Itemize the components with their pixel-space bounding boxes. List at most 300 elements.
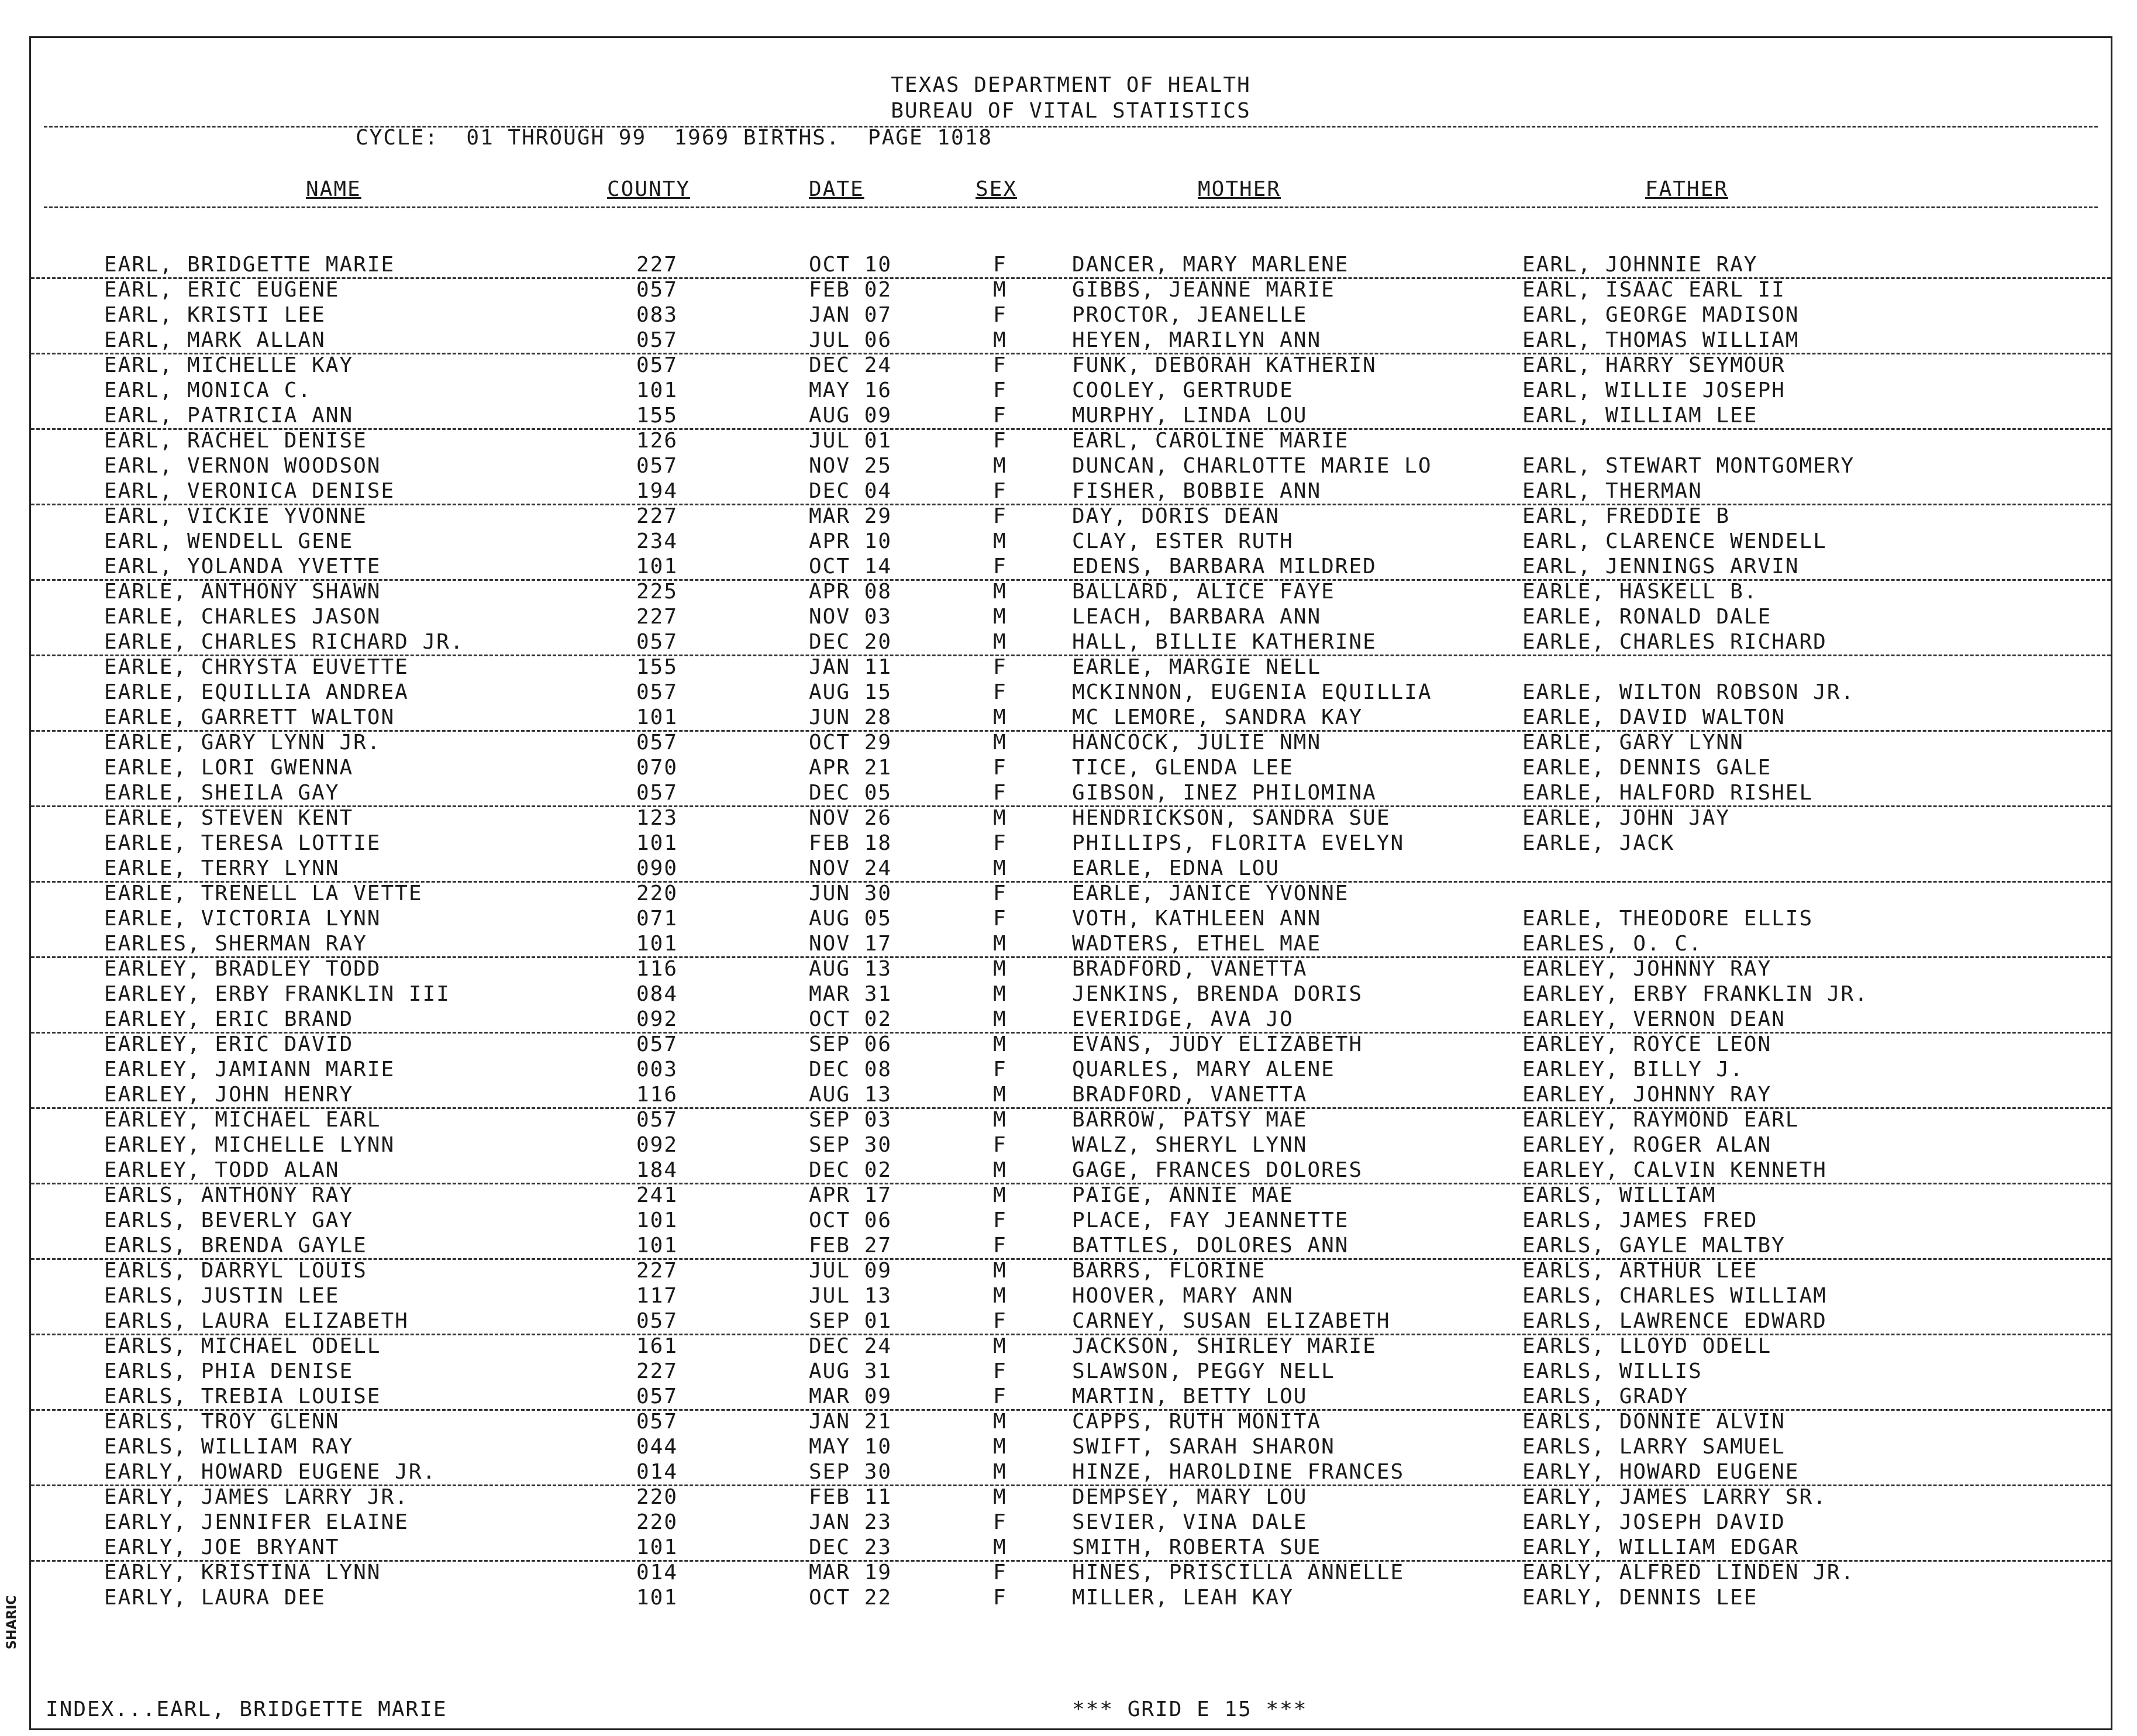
cell-county: 057: [636, 454, 678, 478]
cell-date: AUG 13: [809, 957, 892, 981]
cell-county: 116: [636, 957, 678, 981]
cell-mother: SMITH, ROBERTA SUE: [1072, 1535, 1322, 1559]
cell-father: EARLEY, ROYCE LEON: [1522, 1032, 1772, 1056]
cell-sex: F: [993, 554, 1007, 578]
cell-mother: DUNCAN, CHARLOTTE MARIE LO: [1072, 454, 1432, 478]
cell-name: EARLY, HOWARD EUGENE JR.: [104, 1460, 437, 1484]
cell-county: 101: [636, 1535, 678, 1559]
table-row: [31, 856, 2111, 883]
cell-name: EARLE, GARRETT WALTON: [104, 705, 395, 729]
cell-date: MAR 19: [809, 1561, 892, 1585]
cell-sex: M: [993, 1435, 1007, 1459]
cell-name: EARLE, CHARLES JASON: [104, 605, 381, 629]
cell-date: SEP 01: [809, 1309, 892, 1333]
table-row: [31, 705, 2111, 732]
cell-name: EARL, VERNON WOODSON: [104, 454, 381, 478]
cell-sex: F: [993, 253, 1007, 277]
cell-date: APR 10: [809, 529, 892, 553]
table-row: [31, 1384, 2111, 1411]
cell-sex: M: [993, 1334, 1007, 1358]
cell-date: JAN 21: [809, 1410, 892, 1434]
cell-father: EARLES, O. C.: [1522, 932, 1702, 956]
cell-date: AUG 15: [809, 680, 892, 704]
cell-county: 117: [636, 1284, 678, 1308]
cell-county: 090: [636, 856, 678, 880]
cell-name: EARL, KRISTI LEE: [104, 303, 326, 327]
cell-name: EARLES, SHERMAN RAY: [104, 932, 367, 956]
table-row: [31, 956, 2111, 981]
cell-county: 014: [636, 1561, 678, 1585]
cell-father: EARLE, JACK: [1522, 831, 1675, 855]
cell-mother: SEVIER, VINA DALE: [1072, 1510, 1308, 1534]
cell-father: EARLE, THEODORE ELLIS: [1522, 907, 1814, 931]
cell-name: EARLEY, TODD ALAN: [104, 1158, 340, 1182]
ledger-sheet: [29, 36, 2112, 1730]
cell-name: EARL, ERIC EUGENE: [104, 278, 340, 302]
cell-date: JUL 01: [809, 429, 892, 453]
cell-sex: F: [993, 1309, 1007, 1333]
cell-name: EARL, RACHEL DENISE: [104, 429, 367, 453]
table-row: [31, 881, 2111, 906]
table-row: [31, 277, 2111, 302]
column-header-mother: MOTHER: [1198, 177, 1281, 201]
cell-mother: HINES, PRISCILLA ANNELLE: [1072, 1561, 1405, 1585]
cell-date: MAY 16: [809, 378, 892, 402]
cell-mother: DANCER, MARY MARLENE: [1072, 253, 1349, 277]
cell-name: EARLEY, BRADLEY TODD: [104, 957, 381, 981]
cell-mother: QUARLES, MARY ALENE: [1072, 1058, 1335, 1081]
cell-date: SEP 30: [809, 1133, 892, 1157]
table-row: [31, 831, 2111, 856]
cell-sex: F: [993, 680, 1007, 704]
cell-mother: BALLARD, ALICE FAYE: [1072, 580, 1335, 604]
table-row: [31, 529, 2111, 554]
cell-county: 227: [636, 605, 678, 629]
cell-name: EARLS, ANTHONY RAY: [104, 1183, 354, 1207]
cell-sex: F: [993, 881, 1007, 905]
table-row: [31, 1032, 2111, 1057]
cell-father: EARLY, JOSEPH DAVID: [1522, 1510, 1786, 1534]
grid-footer: *** GRID E 15 ***: [1072, 1697, 1308, 1721]
cell-father: EARL, WILLIAM LEE: [1522, 404, 1758, 428]
cell-sex: M: [993, 529, 1007, 553]
cell-county: 044: [636, 1435, 678, 1459]
cell-father: EARL, WILLIE JOSEPH: [1522, 378, 1786, 402]
table-row: [31, 730, 2111, 755]
cell-father: EARLS, ARTHUR LEE: [1522, 1259, 1758, 1283]
cell-date: AUG 09: [809, 404, 892, 428]
cell-mother: EARLE, EDNA LOU: [1072, 856, 1280, 880]
cell-sex: F: [993, 1359, 1007, 1383]
cell-mother: EARL, CAROLINE MARIE: [1072, 429, 1349, 453]
cell-father: EARLEY, RAYMOND EARL: [1522, 1108, 1800, 1132]
table-row: [31, 906, 2111, 931]
cell-date: MAR 31: [809, 982, 892, 1006]
cell-name: EARLY, JAMES LARRY JR.: [104, 1485, 409, 1509]
cell-father: EARLE, GARY LYNN: [1522, 731, 1744, 755]
table-row: [31, 1208, 2111, 1233]
cell-name: EARLE, SHEILA GAY: [104, 781, 340, 805]
cell-mother: WADTERS, ETHEL MAE: [1072, 932, 1322, 956]
cell-county: 225: [636, 580, 678, 604]
table-row: [31, 1233, 2111, 1260]
cell-date: NOV 24: [809, 856, 892, 880]
table-row: [31, 252, 2111, 279]
cell-name: EARL, YOLANDA YVETTE: [104, 554, 381, 578]
cell-mother: FISHER, BOBBIE ANN: [1072, 479, 1322, 503]
cell-county: 101: [636, 554, 678, 578]
cell-date: FEB 02: [809, 278, 892, 302]
cell-father: EARLY, DENNIS LEE: [1522, 1586, 1758, 1610]
cell-sex: F: [993, 831, 1007, 855]
cell-county: 101: [636, 1586, 678, 1610]
cell-name: EARLEY, JAMIANN MARIE: [104, 1058, 395, 1081]
cell-county: 101: [636, 1208, 678, 1232]
cell-county: 084: [636, 982, 678, 1006]
cell-date: MAY 10: [809, 1435, 892, 1459]
table-row: [31, 1484, 2111, 1510]
cell-mother: GIBBS, JEANNE MARIE: [1072, 278, 1335, 302]
cell-father: EARLY, JAMES LARRY SR.: [1522, 1485, 1827, 1509]
cell-date: OCT 29: [809, 731, 892, 755]
table-row: [31, 655, 2111, 680]
cell-mother: BARRS, FLORINE: [1072, 1259, 1266, 1283]
cell-date: DEC 02: [809, 1158, 892, 1182]
cell-mother: EARLE, JANICE YVONNE: [1072, 881, 1349, 905]
cell-date: JAN 11: [809, 655, 892, 679]
cell-county: 057: [636, 1309, 678, 1333]
cell-sex: F: [993, 655, 1007, 679]
cell-sex: F: [993, 504, 1007, 528]
cell-name: EARLE, TERESA LOTTIE: [104, 831, 381, 855]
cell-father: EARLE, WILTON ROBSON JR.: [1522, 680, 1855, 704]
cell-mother: BATTLES, DOLORES ANN: [1072, 1234, 1349, 1258]
table-row: [31, 1183, 2111, 1208]
cell-date: SEP 06: [809, 1032, 892, 1056]
table-row: [31, 1082, 2111, 1109]
table-row: [31, 1132, 2111, 1158]
cell-mother: BRADFORD, VANETTA: [1072, 1083, 1308, 1107]
cell-county: 101: [636, 1234, 678, 1258]
cell-date: JUL 09: [809, 1259, 892, 1283]
cell-sex: M: [993, 856, 1007, 880]
cell-date: APR 17: [809, 1183, 892, 1207]
cell-name: EARLS, BEVERLY GAY: [104, 1208, 354, 1232]
cell-sex: M: [993, 454, 1007, 478]
cell-date: MAR 29: [809, 504, 892, 528]
cell-sex: M: [993, 1158, 1007, 1182]
cell-father: EARLS, GRADY: [1522, 1384, 1689, 1408]
cell-father: EARLE, HASKELL B.: [1522, 580, 1758, 604]
cell-mother: HEYEN, MARILYN ANN: [1072, 328, 1322, 352]
cell-name: EARLS, JUSTIN LEE: [104, 1284, 340, 1308]
cell-date: MAR 09: [809, 1384, 892, 1408]
cell-county: 155: [636, 404, 678, 428]
cell-father: EARL, STEWART MONTGOMERY: [1522, 454, 1855, 478]
cell-county: 057: [636, 1032, 678, 1056]
cell-name: EARLE, LORI GWENNA: [104, 756, 354, 780]
table-row: [31, 453, 2111, 478]
cell-date: AUG 31: [809, 1359, 892, 1383]
cell-name: EARLE, GARY LYNN JR.: [104, 731, 381, 755]
cell-county: 123: [636, 806, 678, 830]
cell-name: EARLEY, ERIC BRAND: [104, 1007, 354, 1031]
cell-sex: M: [993, 605, 1007, 629]
cell-name: EARLE, EQUILLIA ANDREA: [104, 680, 409, 704]
cell-mother: MARTIN, BETTY LOU: [1072, 1384, 1308, 1408]
table-row: [31, 755, 2111, 780]
table-row: [31, 428, 2111, 453]
cell-county: 194: [636, 479, 678, 503]
cell-sex: M: [993, 1083, 1007, 1107]
cell-sex: M: [993, 1032, 1007, 1056]
cell-county: 014: [636, 1460, 678, 1484]
cell-county: 227: [636, 253, 678, 277]
table-row: [31, 554, 2111, 581]
cell-father: EARLEY, JOHNNY RAY: [1522, 957, 1772, 981]
cell-date: DEC 23: [809, 1535, 892, 1559]
cell-father: EARLEY, ERBY FRANKLIN JR.: [1522, 982, 1869, 1006]
cell-county: 070: [636, 756, 678, 780]
cell-mother: HALL, BILLIE KATHERINE: [1072, 630, 1377, 654]
cell-father: EARLS, LARRY SAMUEL: [1522, 1435, 1786, 1459]
cell-sex: F: [993, 756, 1007, 780]
cell-name: EARLE, TRENELL LA VETTE: [104, 881, 423, 905]
table-row: [31, 378, 2111, 403]
cell-father: EARLE, DAVID WALTON: [1522, 705, 1786, 729]
cell-father: EARL, JOHNNIE RAY: [1522, 253, 1758, 277]
cell-mother: COOLEY, GERTRUDE: [1072, 378, 1294, 402]
table-row: [31, 1459, 2111, 1486]
table-row: [31, 1510, 2111, 1535]
cell-father: EARLS, LLOYD ODELL: [1522, 1334, 1772, 1358]
cell-name: EARLE, CHRYSTA EUVETTE: [104, 655, 409, 679]
cell-name: EARLE, STEVEN KENT: [104, 806, 354, 830]
cell-date: NOV 17: [809, 932, 892, 956]
cell-date: APR 21: [809, 756, 892, 780]
cell-father: EARLS, LAWRENCE EDWARD: [1522, 1309, 1827, 1333]
cell-date: JUN 30: [809, 881, 892, 905]
cell-date: JUN 28: [809, 705, 892, 729]
cell-name: EARLEY, MICHAEL EARL: [104, 1108, 381, 1132]
cell-date: OCT 06: [809, 1208, 892, 1232]
cycle-line: CYCLE: 01 THROUGH 99 1969 BIRTHS. PAGE 1018: [356, 126, 992, 150]
cell-mother: MURPHY, LINDA LOU: [1072, 404, 1308, 428]
cell-date: DEC 05: [809, 781, 892, 805]
cell-county: 184: [636, 1158, 678, 1182]
cell-county: 220: [636, 1510, 678, 1534]
cell-mother: EDENS, BARBARA MILDRED: [1072, 554, 1377, 578]
table-row: [31, 981, 2111, 1007]
cell-date: JAN 07: [809, 303, 892, 327]
cell-date: OCT 10: [809, 253, 892, 277]
table-row: [31, 1308, 2111, 1335]
cell-name: EARLS, DARRYL LOUIS: [104, 1259, 367, 1283]
cell-father: EARLY, ALFRED LINDEN JR.: [1522, 1561, 1855, 1585]
cell-date: OCT 22: [809, 1586, 892, 1610]
cell-father: EARLEY, JOHNNY RAY: [1522, 1083, 1772, 1107]
table-row: [31, 1107, 2111, 1132]
cell-name: EARL, MONICA C.: [104, 378, 312, 402]
cell-father: EARL, ISAAC EARL II: [1522, 278, 1786, 302]
cell-sex: M: [993, 1460, 1007, 1484]
cell-mother: PLACE, FAY JEANNETTE: [1072, 1208, 1349, 1232]
cell-county: 083: [636, 303, 678, 327]
cell-county: 057: [636, 781, 678, 805]
table-row: [31, 1283, 2111, 1308]
cell-sex: M: [993, 1485, 1007, 1509]
cell-father: EARLS, DONNIE ALVIN: [1522, 1410, 1786, 1434]
cell-name: EARLS, MICHAEL ODELL: [104, 1334, 381, 1358]
cell-name: EARLE, VICTORIA LYNN: [104, 907, 381, 931]
cell-father: EARLS, JAMES FRED: [1522, 1208, 1758, 1232]
cell-date: JAN 23: [809, 1510, 892, 1534]
cell-date: DEC 20: [809, 630, 892, 654]
cell-county: 116: [636, 1083, 678, 1107]
column-header-date: DATE: [809, 177, 864, 201]
cell-county: 234: [636, 529, 678, 553]
cell-sex: F: [993, 1133, 1007, 1157]
cell-sex: M: [993, 1183, 1007, 1207]
column-header-name: NAME: [306, 177, 361, 201]
column-header-separator: [44, 206, 2098, 208]
cell-sex: M: [993, 705, 1007, 729]
cell-father: EARL, HARRY SEYMOUR: [1522, 353, 1786, 377]
table-row: [31, 805, 2111, 831]
cell-sex: M: [993, 328, 1007, 352]
cell-name: EARLS, PHIA DENISE: [104, 1359, 354, 1383]
cell-mother: EVANS, JUDY ELIZABETH: [1072, 1032, 1363, 1056]
cell-sex: F: [993, 1384, 1007, 1408]
cell-name: EARLS, BRENDA GAYLE: [104, 1234, 367, 1258]
cell-sex: M: [993, 731, 1007, 755]
cell-date: DEC 24: [809, 1334, 892, 1358]
cell-date: AUG 13: [809, 1083, 892, 1107]
cell-sex: M: [993, 1007, 1007, 1031]
index-footer: INDEX...EARL, BRIDGETTE MARIE: [46, 1697, 447, 1721]
cell-mother: BARROW, PATSY MAE: [1072, 1108, 1308, 1132]
cell-mother: GIBSON, INEZ PHILOMINA: [1072, 781, 1377, 805]
cell-county: 071: [636, 907, 678, 931]
cell-father: EARL, FREDDIE B: [1522, 504, 1731, 528]
cell-county: 057: [636, 328, 678, 352]
cell-mother: WALZ, SHERYL LYNN: [1072, 1133, 1308, 1157]
cell-county: 057: [636, 1108, 678, 1132]
table-row: [31, 1057, 2111, 1082]
bureau-title: BUREAU OF VITAL STATISTICS: [891, 99, 1251, 123]
table-row: [31, 302, 2111, 328]
cell-sex: F: [993, 378, 1007, 402]
cell-name: EARLEY, ERBY FRANKLIN III: [104, 982, 450, 1006]
cell-sex: M: [993, 932, 1007, 956]
cell-father: EARLEY, CALVIN KENNETH: [1522, 1158, 1827, 1182]
cell-father: EARLS, WILLIAM: [1522, 1183, 1717, 1207]
table-row: [31, 1158, 2111, 1184]
cell-date: NOV 26: [809, 806, 892, 830]
cell-sex: M: [993, 1108, 1007, 1132]
cell-name: EARLS, TROY GLENN: [104, 1410, 340, 1434]
cell-county: 155: [636, 655, 678, 679]
cell-mother: HINZE, HAROLDINE FRANCES: [1072, 1460, 1405, 1484]
cell-name: EARLS, TREBIA LOUISE: [104, 1384, 381, 1408]
cell-mother: CLAY, ESTER RUTH: [1072, 529, 1294, 553]
cell-county: 057: [636, 353, 678, 377]
cell-mother: VOTH, KATHLEEN ANN: [1072, 907, 1322, 931]
cell-mother: HOOVER, MARY ANN: [1072, 1284, 1294, 1308]
table-row: [31, 931, 2111, 958]
cell-sex: F: [993, 781, 1007, 805]
cell-father: EARLEY, ROGER ALAN: [1522, 1133, 1772, 1157]
cell-father: EARLS, GAYLE MALTBY: [1522, 1234, 1786, 1258]
cell-date: FEB 27: [809, 1234, 892, 1258]
cell-sex: F: [993, 1234, 1007, 1258]
cell-father: EARL, CLARENCE WENDELL: [1522, 529, 1827, 553]
cell-father: EARL, THOMAS WILLIAM: [1522, 328, 1800, 352]
cell-date: NOV 03: [809, 605, 892, 629]
table-row: [31, 579, 2111, 604]
cell-county: 220: [636, 881, 678, 905]
cell-county: 057: [636, 1384, 678, 1408]
cell-county: 126: [636, 429, 678, 453]
cell-mother: HENDRICKSON, SANDRA SUE: [1072, 806, 1391, 830]
cell-sex: M: [993, 982, 1007, 1006]
cell-mother: BRADFORD, VANETTA: [1072, 957, 1308, 981]
table-row: [31, 1434, 2111, 1459]
department-title: TEXAS DEPARTMENT OF HEALTH: [891, 73, 1251, 97]
cell-mother: HANCOCK, JULIE NMN: [1072, 731, 1322, 755]
cell-sex: F: [993, 404, 1007, 428]
cell-sex: F: [993, 907, 1007, 931]
cell-mother: FUNK, DEBORAH KATHERIN: [1072, 353, 1377, 377]
cell-father: EARLY, WILLIAM EDGAR: [1522, 1535, 1800, 1559]
cell-name: EARLY, KRISTINA LYNN: [104, 1561, 381, 1585]
cell-date: OCT 14: [809, 554, 892, 578]
cell-sex: F: [993, 303, 1007, 327]
cell-mother: JENKINS, BRENDA DORIS: [1072, 982, 1363, 1006]
cell-father: EARLEY, VERNON DEAN: [1522, 1007, 1786, 1031]
cell-father: EARLY, HOWARD EUGENE: [1522, 1460, 1800, 1484]
table-row: [31, 1359, 2111, 1384]
table-row: [31, 629, 2111, 656]
cell-name: EARL, VERONICA DENISE: [104, 479, 395, 503]
cell-father: EARL, THERMAN: [1522, 479, 1702, 503]
table-row: [31, 478, 2111, 505]
cell-father: EARLEY, BILLY J.: [1522, 1058, 1744, 1081]
cell-name: EARLS, WILLIAM RAY: [104, 1435, 354, 1459]
cell-mother: PHILLIPS, FLORITA EVELYN: [1072, 831, 1405, 855]
cell-date: DEC 04: [809, 479, 892, 503]
cell-name: EARLY, JENNIFER ELAINE: [104, 1510, 409, 1534]
cell-mother: JACKSON, SHIRLEY MARIE: [1072, 1334, 1377, 1358]
table-row: [31, 1560, 2111, 1585]
table-row: [31, 403, 2111, 430]
cell-county: 241: [636, 1183, 678, 1207]
cell-date: FEB 18: [809, 831, 892, 855]
cell-name: EARL, WENDELL GENE: [104, 529, 354, 553]
cell-name: EARLE, TERRY LYNN: [104, 856, 340, 880]
cell-county: 101: [636, 705, 678, 729]
cell-name: EARLY, JOE BRYANT: [104, 1535, 340, 1559]
cell-father: EARLE, DENNIS GALE: [1522, 756, 1772, 780]
cell-mother: PROCTOR, JEANELLE: [1072, 303, 1308, 327]
cell-county: 057: [636, 278, 678, 302]
column-header-father: FATHER: [1645, 177, 1729, 201]
cell-mother: MCKINNON, EUGENIA EQUILLIA: [1072, 680, 1432, 704]
table-row: [31, 780, 2111, 807]
table-row: [31, 1535, 2111, 1562]
cell-mother: MILLER, LEAH KAY: [1072, 1586, 1294, 1610]
cell-county: 101: [636, 932, 678, 956]
